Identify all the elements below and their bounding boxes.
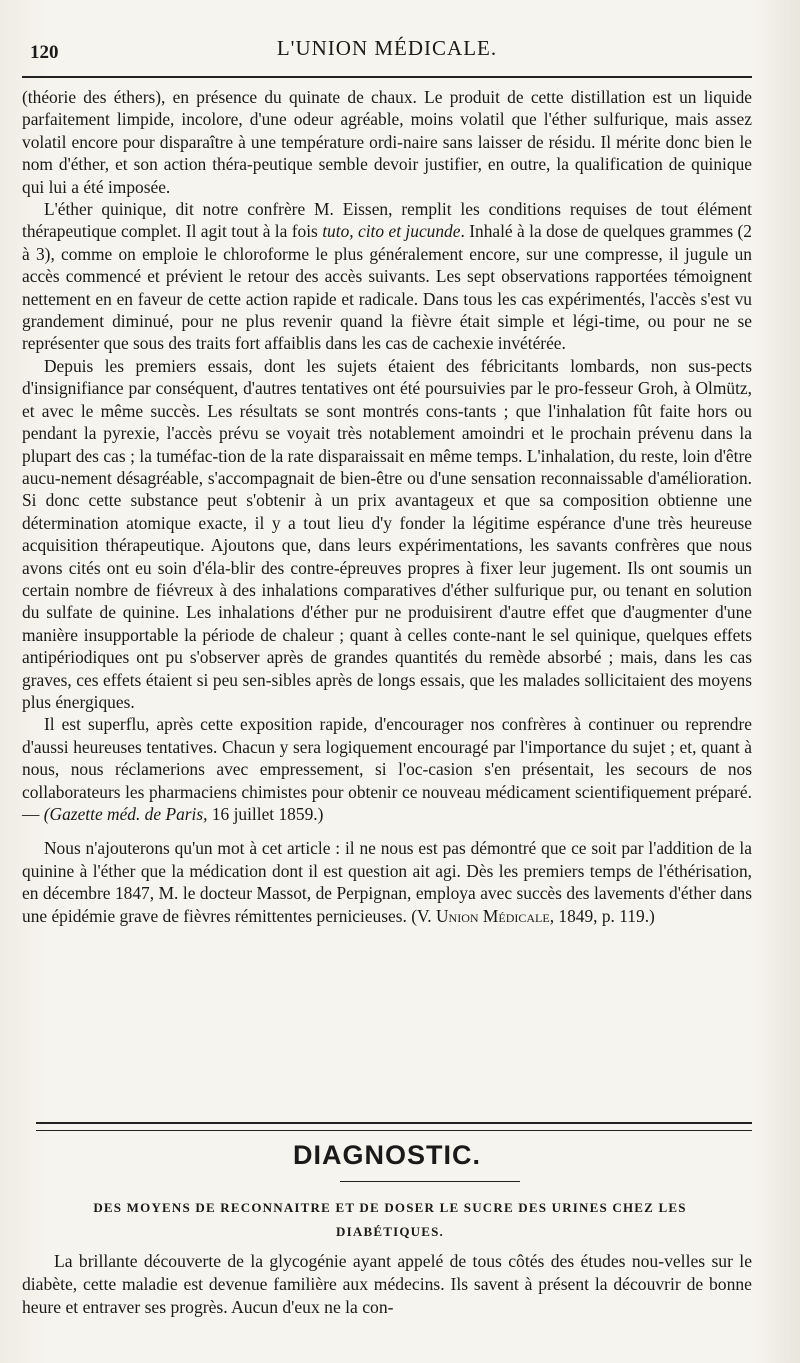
editor-note-text-a: Nous n'ajouterons qu'un mot à cet article : il ne nous est pas démontré que ce soit par l'addition de la quinine à l'éther que la médication dont il est question ait agi. Dès les premiers temps de l'éthérisation, en décembre 1847, M. le docteur Massot, de Perpignan, employa avec succès des lavements d'éther dans une épidémie grave de fièvres rémittentes pernicieuses. (V. — [22, 838, 752, 926]
running-title: L'UNION MÉDICALE. — [276, 36, 498, 60]
latin-phrase: tuto, cito et jucunde — [322, 221, 461, 242]
page-header — [22, 34, 752, 64]
section-paragraph-1: La brillante découverte de la glycogénie ayant appelé de tous côtés des études nou-velles sur le diabète, cette maladie est devenue familière aux médecins. Ils savent à présent la découvrir de bonne heure et entraver ses progrès. Aucun d'eux ne la con- — [22, 1251, 752, 1317]
paragraph-4-text-a: Il est superflu, après cette exposition rapide, d'encourager nos confrères à continuer ou reprendre d'aussi heureuses tentatives. Chacun y sera logiquement encouragé par l'importance du sujet ; et, quant à nous, nous réclamerions avec empressement, si l'oc-casion s'en présentait, les secours de nos collaborateurs les pharmaciens chimistes pour obtenir ce nouveau médicament scientifiquement préparé. — — [22, 714, 752, 824]
citation: (Gazette méd. de Paris, — [43, 804, 208, 824]
paragraph-2 — [22, 198, 752, 355]
article-body — [22, 86, 752, 927]
paragraph-4 — [22, 713, 752, 825]
editor-note — [22, 837, 752, 927]
section-divider — [36, 1122, 752, 1131]
page-number: 120 — [30, 42, 59, 63]
title-underline — [340, 1181, 520, 1182]
editor-note-text-b: , 1849, p. 119.) — [549, 905, 655, 926]
section-title: DIAGNOSTIC. — [292, 1140, 481, 1170]
paragraph-2-text-b: . Inhalé à la dose de quelques grammes (2 à 3), comme on emploie le chloroforme le plus généralement encore, sur une compresse, il jugule un accès commencé et prévient le retour des accès suivants. Les sept observations rapportées témoignent nettement en en faveur de cette action rapide et radicale. Dans tous les cas expérimentés, l'accès s'est vu grandement diminué, pour ne plus revenir quand la fièvre était simple et légi-time, ou pour ne se représenter que sous des traits fort affaiblis dans les cas de cachexie invétérée. — [22, 221, 752, 354]
header-rule — [22, 76, 752, 78]
section-body — [22, 1250, 752, 1319]
section-subtitle: DES MOYENS DE RECONNAITRE ET DE DOSER LE SUCRE DES URINES CHEZ LES DIABÉTIQUES. — [93, 1200, 687, 1239]
journal-reference: Union Médicale — [436, 905, 550, 926]
paragraph-2-text-a: L'éther quinique, dit notre confrère M. Eissen, remplit les conditions requises de tout élément thérapeutique complet. Il agit tout à la fois — [22, 199, 752, 242]
paragraph-1: (théorie des éthers), en présence du quinate de chaux. Le produit de cette distillation est un liquide parfaitement limpide, incolore, d'une odeur agréable, moins volatil que l'éther sulfurique, mais assez volatil encore pour disparaître à une température ordi-naire sans laisser de résidu. Il mérite donc bien le nom d'éther, et son action théra-peutique semble devoir justifier, en outre, la qualification de quinique qui lui a été imposée. — [22, 87, 752, 197]
paragraph-4-text-b: 16 juillet 1859.) — [207, 804, 324, 824]
paragraph-3: Depuis les premiers essais, dont les sujets étaient des fébricitants lombards, non sus-pects d'insignifiance par conséquent, d'autres tentatives ont été poursuivies par le pro-fesseur Groh, à Olmütz, et avec le même succès. Les résultats se sont montrés cons-tants ; que l'inhalation fût faite hors ou pendant la pyrexie, l'accès prévu se voyait très notablement amoindri et le prochain prévenu dans la plupart des cas ; la tuméfac-tion de la rate disparaissait en même temps. L'inhalation, du reste, loin d'être aucu-nement désagréable, s'accompagnait de bien-être ou d'une sensation reconnaissable d'amélioration. Si donc cette substance peut s'obtenir à un prix avantageux et que sa composition obtienne une détermination atomique exacte, il y a tout lieu d'y fonder la légitime espérance d'une très heureuse acquisition thérapeutique. Ajoutons que, dans leurs expérimentations, les savants confrères que nous avons cités ont eu soin d'éla-blir des contre-épreuves propres à fixer leur jugement. Ils ont soumis un certain nombre de fiévreux à des inhalations comparatives d'éther sulfurique pur, ou tenant en solution du sulfate de quinine. Les inhalations d'éther pur ne produisirent d'autre effet que d'augmenter d'une manière insupportable la période de chaleur ; quant à celles conte-nant le sel quinique, quelques effets antipériodiques ont pu s'observer après de grandes quantités du remède absorbé ; mais, dans les cas graves, ces effets étaient si peu sen-sibles après de longs essais, que les malades sollicitaient des moyens plus énergiques. — [22, 355, 752, 712]
